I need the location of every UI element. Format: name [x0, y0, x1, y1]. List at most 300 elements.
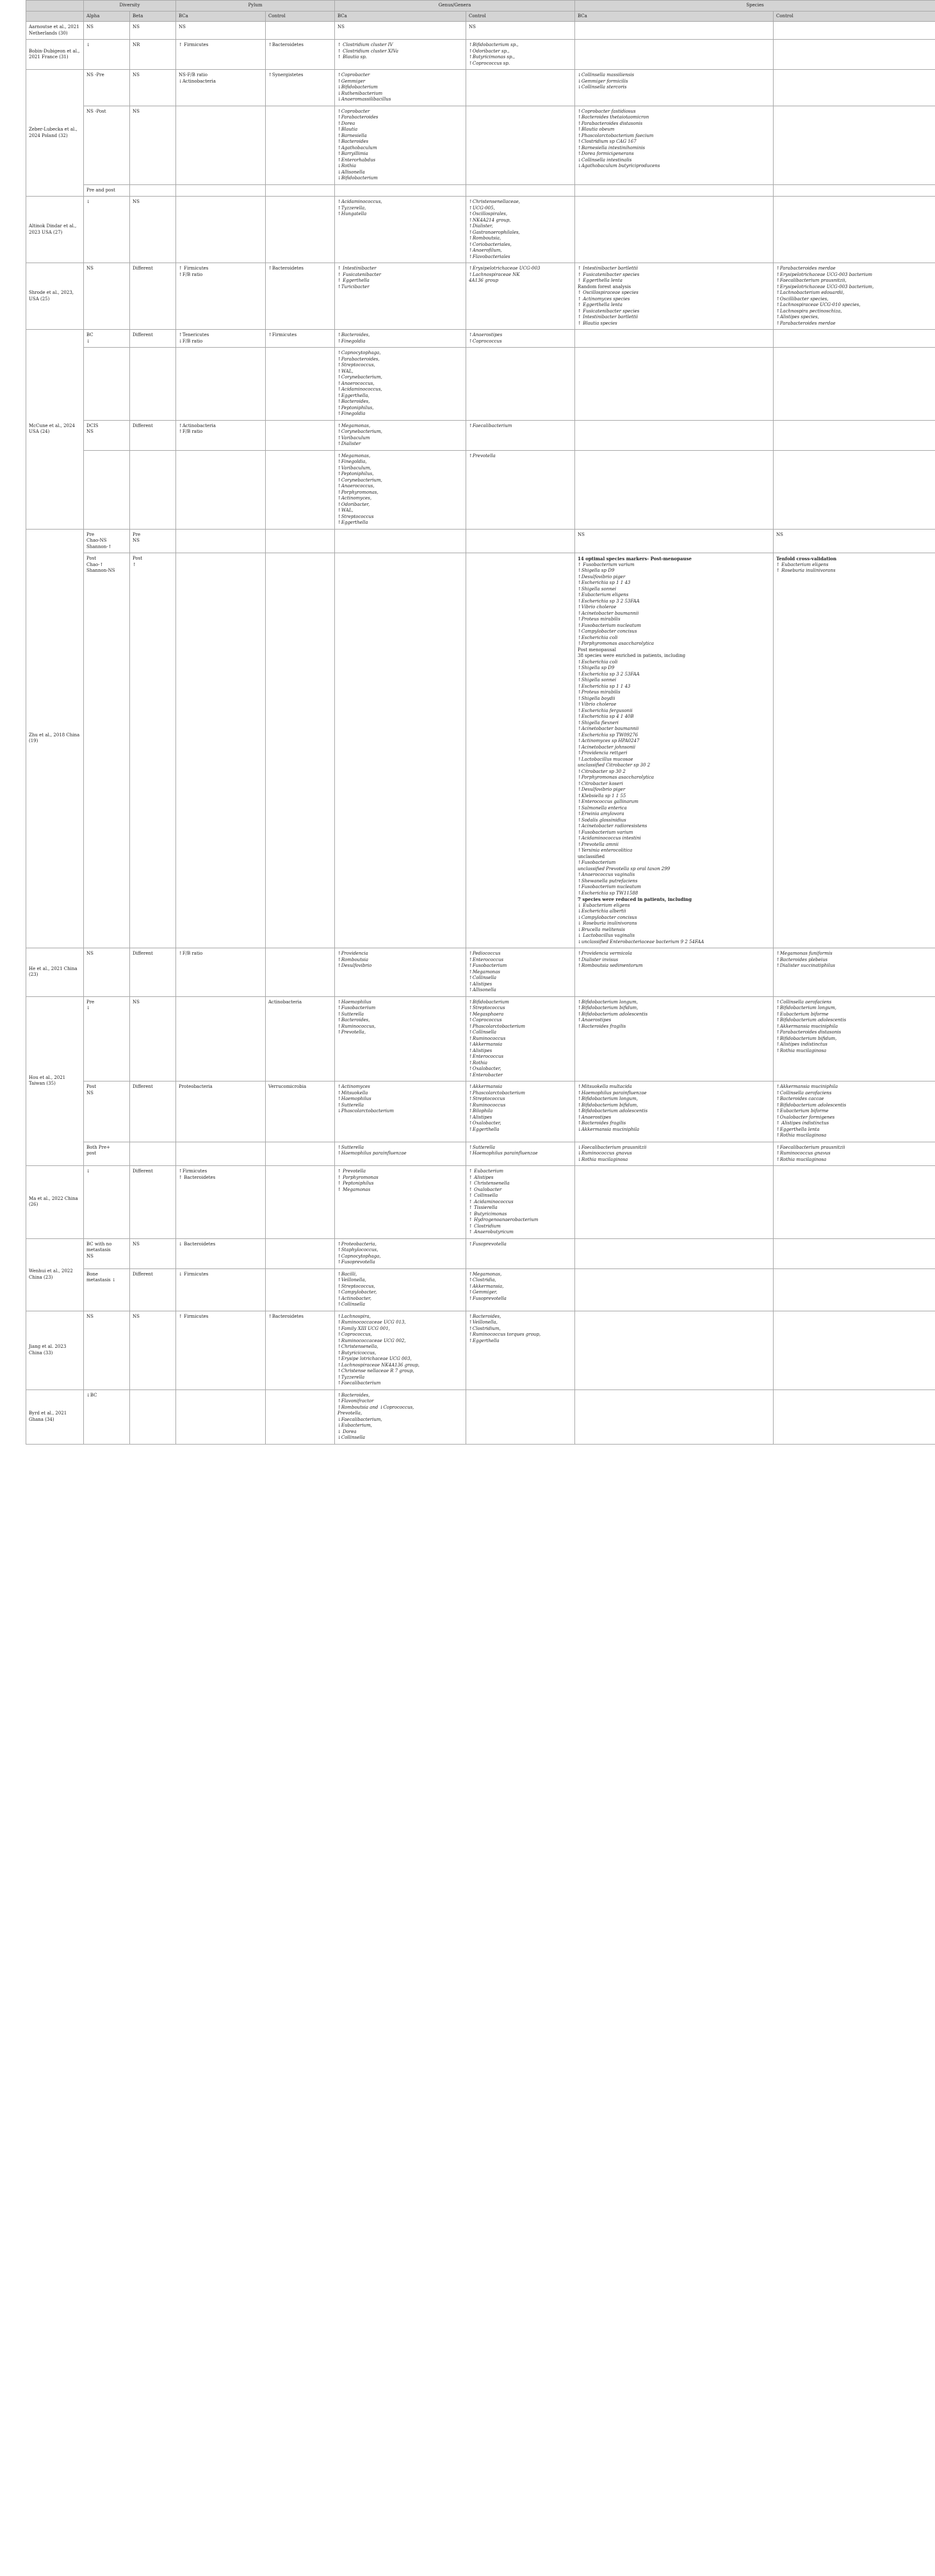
cell-genus-ctrl — [466, 948, 575, 997]
cell-phylum-bca — [176, 996, 266, 1081]
cell-species-ctrl — [774, 40, 935, 70]
cell-line: ↑Christense nellaceae R 7 group, — [337, 1368, 414, 1373]
cell-beta — [130, 1166, 176, 1239]
cell-genus-bca — [335, 1311, 466, 1389]
cell-line: ↑Capnocytophaga, — [337, 350, 381, 355]
cell-species-bca — [575, 948, 774, 997]
cell-line: ↑Mitsuokella multacida — [578, 1084, 632, 1089]
table-row — [26, 1081, 935, 1142]
cell-line: NS — [86, 24, 94, 29]
cell-line: ↑Fusobacterium nucleatum — [578, 884, 641, 889]
subheader-phylum-bca: BCa — [176, 11, 266, 22]
cell-line: ↑Capnocytophaga, — [337, 1253, 381, 1259]
cell-line: 4A136 group — [469, 278, 499, 283]
cell-alpha — [84, 948, 130, 997]
cell-line: ↑Blautia obeum — [578, 127, 615, 132]
cell-line: ↑Coprobacter — [337, 72, 370, 77]
cell-species-bca — [575, 348, 774, 421]
cell-line: ↑Lachnospiraceae NK — [469, 271, 520, 277]
cell-line: ↓Allisonella — [337, 169, 365, 175]
cell-line: ↓Brucella melitensis — [578, 927, 625, 932]
cell-line: ↑Bifidobacterium bifidum, — [578, 1005, 638, 1010]
cell-line: Bone — [86, 1271, 99, 1277]
cell-line: ↑Parabacteroides distasonis — [578, 120, 643, 126]
cell-genus-ctrl — [466, 40, 575, 70]
cell-line: ↑ Peptoniphilus — [337, 1181, 374, 1186]
cell-species-ctrl — [774, 1142, 935, 1166]
cell-line: ↑ Tissierella — [469, 1205, 498, 1210]
cell-beta — [130, 420, 176, 450]
cell-beta — [130, 450, 176, 529]
cell-line: ↓Ruthenibacterium — [337, 90, 383, 96]
cell-genus-bca — [335, 1142, 466, 1166]
cell-phylum-bca — [176, 40, 266, 70]
cell-line: ↑Blautia — [337, 127, 358, 132]
cell-line: ↑Bacteroides fragilis — [578, 1023, 626, 1029]
cell-line: ↑Odoribacter, — [337, 501, 370, 507]
cell-line: ↑Escherichia sp 3 2 53FAA — [578, 671, 640, 677]
cell-phylum-ctrl — [266, 348, 335, 421]
cell-line: ↑ Intestinibacter bartlettii — [578, 266, 638, 271]
cell-line: ↑Proteobacteria, — [337, 1241, 377, 1247]
cell-line: ↑Erysipelotrichaceae UCG-003 bacterium — [776, 271, 872, 277]
cell-genus-ctrl — [466, 106, 575, 184]
cell-line: ↑Akkermansia, — [469, 1283, 504, 1289]
cell-line: ↑ Roseburia inulinivorans — [776, 568, 836, 573]
cell-line: ↑Akkermansia muciniphila — [776, 1023, 838, 1029]
cell-phylum-bca — [176, 1142, 266, 1166]
cell-line: ↑Dorea — [337, 120, 355, 126]
cell-line: ↑ Firmicutes — [179, 42, 209, 47]
cell-line: ↑Eggerthella — [469, 1338, 500, 1343]
cell-line: ↑F/B ratio — [179, 429, 203, 434]
cell-species-bca — [575, 330, 774, 348]
table-row — [26, 330, 935, 348]
cell-line: ↑Vibrio cholerae — [578, 604, 617, 610]
table-wrapper — [26, 0, 935, 1445]
study-cell: Aarnoutse et al., 2021 Netherlands (30) — [26, 22, 84, 40]
cell-line: ↑Escherichia sp 3 2 53FAA — [578, 598, 640, 604]
cell-line: ↑Haemophilus — [337, 1096, 371, 1101]
cell-line: NS — [776, 531, 783, 537]
cell-alpha — [84, 1389, 130, 1444]
cell-genus-bca — [335, 348, 466, 421]
cell-line: ↑Anaerococcus vaginalis — [578, 872, 635, 877]
cell-line: ↑Lachnospiraceae NK4A136 group, — [337, 1362, 419, 1368]
cell-line: ↑Firmicutes — [179, 1169, 207, 1174]
cell-line: ↑ Firmicutes — [179, 1313, 209, 1319]
cell-line: ↑Rothia — [469, 1060, 488, 1065]
cell-line: ↑Rothia mucilaginosa — [776, 1133, 827, 1138]
cell-line: ↑ — [133, 562, 136, 567]
cell-line: Different — [133, 951, 153, 956]
cell-line: NS — [133, 199, 140, 204]
cell-line: Post menopausal — [578, 647, 616, 652]
cell-line: ↑Clostridium, — [469, 1325, 501, 1331]
cell-line: ↑Dorea formicigenerans — [578, 151, 634, 156]
cell-line: ↑Coprococcus — [469, 338, 502, 344]
cell-line: ↑Eubacterium biforme — [776, 1108, 829, 1114]
cell-genus-bca — [335, 22, 466, 40]
header-diversity: Diversity — [84, 1, 176, 12]
cell-beta — [130, 948, 176, 997]
cell-line: ↑Erysipe lotrichaceae UCG 003, — [337, 1356, 412, 1361]
study-cell: Altinok Dindar et al., 2023 USA (27) — [26, 197, 84, 263]
cell-line: ↑Bacteroidetes — [268, 1313, 304, 1319]
table-row — [26, 948, 935, 997]
cell-species-bca — [575, 1268, 774, 1311]
cell-line: ↓Faecalibacterium, — [337, 1416, 382, 1422]
cell-line: ↓BC — [86, 1392, 97, 1398]
cell-line: ↑Clostridia, — [469, 1277, 496, 1283]
cell-line: ↑Romboutsia sedimentorum — [578, 963, 643, 968]
cell-beta — [130, 263, 176, 330]
cell-line: ↑Porphyromonas asaccharolytica — [578, 641, 654, 646]
cell-line: 7 species were reduced in patients, including — [578, 896, 692, 902]
cell-line: ↑Providencia rettgeri — [578, 750, 628, 756]
cell-line: ↑Bacteroides, — [337, 1392, 370, 1398]
study-cell: Ma et al., 2022 China (26) — [26, 1166, 84, 1239]
cell-line: Tenfold cross-validation — [776, 556, 837, 562]
cell-line: ↑Haemophilus parainfluenzae — [469, 1151, 538, 1156]
subheader-genus-bca: BCa — [335, 11, 466, 22]
cell-line: ↑Collinsella — [469, 1030, 497, 1035]
cell-line: Different — [133, 1169, 153, 1174]
cell-species-bca — [575, 450, 774, 529]
cell-line: 38 species were enriched in patients, including — [578, 653, 686, 658]
cell-line: NS — [133, 1241, 140, 1247]
cell-line: ↓Eubacterium, — [337, 1423, 372, 1428]
cell-line: ↑Alistipes indistinctus — [776, 1042, 827, 1047]
cell-line: NS — [133, 999, 140, 1005]
cell-beta — [130, 1081, 176, 1142]
subheader-genus-control: Control — [466, 11, 575, 22]
cell-line: Pre — [86, 999, 95, 1005]
cell-genus-ctrl — [466, 348, 575, 421]
cell-line: ↑Megamonas, — [337, 453, 371, 458]
cell-line: ↑Bilophila — [469, 1108, 493, 1114]
cell-phylum-ctrl — [266, 263, 335, 330]
cell-line: ↑Varibaculum — [337, 435, 370, 441]
cell-genus-bca — [335, 1166, 466, 1239]
table-row — [26, 197, 935, 263]
cell-line: NS — [86, 1313, 94, 1319]
cell-line: ↑Collinsella aerofaciens — [776, 1090, 832, 1096]
cell-line: ↑Eubacterium biforme — [776, 1011, 829, 1017]
cell-line: ↑Haemophilus — [337, 999, 371, 1005]
cell-phylum-bca — [176, 1268, 266, 1311]
cell-line: ↑Escherichia fergusonii — [578, 708, 633, 713]
cell-phylum-ctrl — [266, 70, 335, 106]
cell-line: ↑ Porphyromonas — [337, 1174, 378, 1180]
cell-line: ↑Desulfovibrio piger — [578, 574, 626, 579]
cell-line: ↑Lachnospira, — [337, 1313, 371, 1319]
cell-line: ↓Escherichia albertii — [578, 909, 626, 914]
cell-line: metastasis — [86, 1247, 111, 1252]
cell-line: ↑Ruminococcus torques group, — [469, 1332, 541, 1337]
cell-line: ↑F/B ratio — [179, 951, 203, 956]
cell-genus-ctrl — [466, 1311, 575, 1389]
cell-line: ↑Proteus mirabilis — [578, 690, 621, 695]
cell-line: ↓Akkermansia muciniphila — [578, 1126, 640, 1132]
cell-genus-ctrl — [466, 1389, 575, 1444]
cell-line: ↑Prevotella amnii — [578, 841, 619, 847]
cell-species-bca — [575, 553, 774, 948]
cell-line: ↑Lachnospira pectinoschiza, — [776, 308, 842, 314]
cell-line: ↑ Collinsella — [469, 1193, 498, 1198]
cell-line: Proteobacteria — [179, 1084, 213, 1089]
cell-line: ↓ — [86, 199, 90, 204]
cell-line: ↑Prevotella, — [337, 1030, 366, 1035]
cell-line: ↑Pediococcus — [469, 951, 501, 956]
cell-alpha — [84, 197, 130, 263]
cell-line: ↑Coprobacter fastidiosus — [578, 108, 636, 114]
cell-beta — [130, 1268, 176, 1311]
cell-line: ↓ Lactobacillus vaginalis — [578, 933, 635, 938]
cell-line: ↑Escherichia sp 1 1 43 — [578, 683, 631, 689]
cell-phylum-ctrl — [266, 1238, 335, 1268]
cell-phylum-ctrl — [266, 22, 335, 40]
cell-line: ↑Faecalibacterium — [469, 423, 512, 428]
cell-line: ↑Sodalis glossinidius — [578, 817, 626, 823]
cell-line: ↑Bifidobacterium longum, — [578, 1096, 638, 1101]
cell-line: ↑Erwinia amylovora — [578, 811, 624, 816]
cell-phylum-bca — [176, 330, 266, 348]
header-genus: Genus/Genera — [335, 1, 575, 12]
table-row — [26, 1389, 935, 1444]
cell-line: ↑Tyzzerella — [337, 1374, 365, 1380]
cell-genus-ctrl — [466, 1238, 575, 1268]
cell-line: NS — [133, 538, 140, 543]
table-row — [26, 450, 935, 529]
cell-line: ↑Oxalobacter, — [469, 1066, 501, 1071]
cell-line: ↑Ruminococcaceae UCG 013, — [337, 1320, 406, 1325]
cell-line: ↑ Eggerthella lenta — [578, 278, 622, 283]
cell-species-bca — [575, 22, 774, 40]
table-body — [26, 22, 935, 1445]
cell-phylum-ctrl — [266, 996, 335, 1081]
cell-line: ↑Shigella sonnei — [578, 586, 617, 592]
cell-line: ↑Ruminococcus, — [337, 1023, 376, 1029]
cell-beta — [130, 330, 176, 348]
cell-line: ↑WAL, — [337, 368, 354, 374]
cell-genus-ctrl — [466, 420, 575, 450]
cell-species-ctrl — [774, 529, 935, 553]
cell-genus-bca — [335, 553, 466, 948]
cell-line: ↑Megamonas — [469, 969, 500, 975]
cell-line: ↑Eggerthella — [469, 1126, 500, 1132]
cell-line: ↑Yersinia enterocolitica — [578, 848, 633, 853]
cell-line: ↑Acinetobacter baumannii — [578, 610, 639, 616]
cell-line: ↑Bacilli, — [337, 1271, 357, 1277]
cell-line: ↑Parabacteroides, — [337, 356, 380, 362]
cell-line: ↑Acidaminococcus, — [337, 387, 382, 392]
cell-species-ctrl — [774, 184, 935, 197]
study-cell: Zeber-Lubecka et al., 2024 Poland (32) — [26, 70, 84, 197]
cell-line: ↑Anaerococcus, — [337, 380, 375, 386]
cell-line: NS — [86, 266, 94, 271]
cell-line: ↑Hungatella — [337, 211, 367, 216]
cell-alpha — [84, 348, 130, 421]
cell-line: ↑Anaerostipes — [578, 1017, 612, 1023]
cell-alpha — [84, 22, 130, 40]
cell-line: ↑Bacteroides — [337, 139, 369, 144]
cell-line: ↑Fusobacterium — [337, 1005, 376, 1010]
cell-line: ↑Acinetobacter johnsonii — [578, 744, 636, 750]
cell-line: 14 optimal species markers- Post-menopause — [578, 556, 692, 562]
cell-line: ↑Faecalibacterium — [337, 1381, 381, 1386]
cell-line: ↑Bifidobacterium adolescentis — [776, 1102, 847, 1108]
cell-line: ↑Varibaculum, — [337, 465, 371, 471]
subheader-species-bca: BCa — [575, 11, 774, 22]
cell-line: ↑Barnesiella intestinihominis — [578, 145, 646, 150]
cell-line: ↑Bifidobacterium sp., — [469, 42, 519, 47]
cell-line: ↓Bifidobacterium — [337, 85, 378, 90]
cell-phylum-ctrl — [266, 948, 335, 997]
cell-line: ↑Eggerthella lenta — [776, 1126, 820, 1132]
cell-phylum-ctrl — [266, 184, 335, 197]
cell-phylum-bca — [176, 553, 266, 948]
cell-line: ↑Megasphaera — [469, 1011, 504, 1017]
cell-species-bca — [575, 996, 774, 1081]
cell-species-ctrl — [774, 948, 935, 997]
cell-genus-bca — [335, 70, 466, 106]
cell-alpha — [84, 330, 130, 348]
cell-line: ↓ — [86, 1005, 90, 1010]
cell-phylum-bca — [176, 1311, 266, 1389]
cell-line: ↑ Hydrogenoanaerobacterium — [469, 1217, 539, 1222]
cell-line: ↑Acinetobacter radioresistens — [578, 823, 647, 829]
subheader-blank — [26, 11, 84, 22]
cell-line: Different — [133, 332, 153, 337]
cell-phylum-bca — [176, 1389, 266, 1444]
cell-line: ↓F/B ratio — [179, 338, 203, 344]
cell-line: ↑Gemmiger — [337, 78, 366, 84]
cell-line: ↑Citrobacter sp 30 2 — [578, 768, 626, 774]
cell-species-ctrl — [774, 420, 935, 450]
cell-line: ↑Proteus mirabilis — [578, 617, 621, 622]
cell-line: ↑Actinomyces, — [337, 496, 372, 501]
cell-line: ↑Shewanella putrefaciens — [578, 878, 638, 884]
cell-line: ↑Shigella boydii — [578, 695, 615, 701]
cell-line: Actinobacteria — [268, 999, 302, 1005]
cell-line: ↑ Eubacterium eligens — [776, 562, 829, 567]
cell-line: ↑ Blautia species — [578, 320, 617, 326]
cell-line: ↑Acidaminococcus intestini — [578, 836, 641, 841]
cell-genus-bca — [335, 106, 466, 184]
cell-species-ctrl — [774, 1311, 935, 1389]
cell-line: ↑Oscillospirales, — [469, 211, 508, 216]
cell-line: ↑Coriobacteriales, — [469, 241, 512, 247]
cell-line: BC — [86, 332, 94, 337]
cell-phylum-ctrl — [266, 420, 335, 450]
cell-line: ↑Finegoldia — [337, 411, 366, 416]
cell-line: ↑Streptococcus, — [337, 362, 375, 368]
cell-line: ↑Staphylococcus, — [337, 1247, 378, 1252]
cell-phylum-ctrl — [266, 1142, 335, 1166]
cell-genus-ctrl — [466, 529, 575, 553]
cell-line: ↑Bacteroides fragilis — [578, 1121, 626, 1126]
cell-line: ↓ Bacteroidetes — [179, 1241, 216, 1247]
cell-line: ↑Alistipes species, — [776, 314, 819, 320]
header-species: Species — [575, 1, 935, 12]
cell-line: ↓Collinsella — [337, 1435, 366, 1440]
cell-line: ↑Porphyromonas, — [337, 489, 378, 495]
cell-beta — [130, 348, 176, 421]
cell-line: ↓Gemmiger formicilis — [578, 78, 628, 84]
cell-line: ↑Synergistetes — [268, 72, 304, 77]
cell-line: ↑Odoribacter sp., — [469, 48, 510, 54]
cell-line: ↑Phascolarctobacterium faecium — [578, 133, 654, 138]
cell-genus-ctrl — [466, 450, 575, 529]
cell-line: ↑Collinsella — [469, 975, 497, 980]
cell-line: ↑Allisonella — [469, 987, 496, 992]
cell-species-ctrl — [774, 348, 935, 421]
cell-phylum-bca — [176, 529, 266, 553]
cell-phylum-ctrl — [266, 40, 335, 70]
table-row — [26, 1311, 935, 1389]
cell-species-ctrl — [774, 22, 935, 40]
study-cell: He et al., 2021 China (23) — [26, 948, 84, 997]
cell-line: ↑Lachnobacterium edouardii, — [776, 290, 845, 295]
cell-line: ↑Bifidobacterium longum, — [578, 999, 638, 1005]
table-row — [26, 40, 935, 70]
cell-line: ↑Coprococcus, — [337, 1332, 372, 1337]
cell-line: ↑Fusobacterium — [578, 860, 616, 865]
cell-line: ↑Gemmiger, — [469, 1290, 498, 1295]
cell-line: ↑Bacteroides, — [337, 399, 370, 404]
cell-beta — [130, 1142, 176, 1166]
cell-line: ↑Clostridium sp CAG 167 — [578, 139, 637, 144]
cell-beta — [130, 996, 176, 1081]
study-cell: Shrode et al., 2023, USA (25) — [26, 263, 84, 330]
cell-line: NS — [179, 24, 186, 29]
cell-genus-ctrl — [466, 22, 575, 40]
cell-line: ↑Prevotella — [469, 453, 496, 458]
cell-species-bca — [575, 420, 774, 450]
cell-line: ↓Rothia mucilaginosa — [578, 1156, 628, 1162]
cell-line: ↑Bifidobacterium adolescentis — [578, 1011, 648, 1017]
cell-line: ↑Megamonas funiformis — [776, 951, 833, 956]
cell-line: ↑Actinobacteria — [179, 423, 216, 428]
cell-phylum-ctrl — [266, 450, 335, 529]
cell-species-bca — [575, 1166, 774, 1239]
cell-line: ↑Shigella sp D9 — [578, 568, 615, 573]
cell-genus-ctrl — [466, 1268, 575, 1311]
cell-line: ↓Agathobaculum butyriciproducens — [578, 163, 660, 168]
cell-line: ↑Ruminococcus — [469, 1035, 506, 1041]
cell-line: NS -Pre — [86, 72, 104, 77]
cell-line: ↑Enterococcus — [469, 957, 504, 962]
cell-line: ↑Bacteroides caccae — [776, 1096, 824, 1101]
study-cell: Wenhui et al., 2022 China (23) — [26, 1238, 84, 1311]
cell-beta — [130, 1238, 176, 1268]
cell-line: ↑ Eggerthella — [337, 278, 370, 283]
cell-line: ↑Romboutsia, — [469, 236, 501, 241]
cell-line: ↑Dialister invisus — [578, 957, 619, 962]
cell-line: Post — [133, 556, 143, 561]
cell-line: ↑ Intestinibacter — [337, 266, 377, 271]
cell-phylum-ctrl — [266, 197, 335, 263]
cell-alpha — [84, 106, 130, 184]
cell-line: ↑Erysipelotrichaceae UCG-003 — [469, 266, 541, 271]
table-row — [26, 529, 935, 553]
cell-line: ↑Romboutsia — [337, 957, 369, 962]
cell-line: Shannon-NS — [86, 568, 115, 573]
cell-line: ↑Faecalibacterium prausnitzii, — [776, 278, 847, 283]
cell-species-bca — [575, 106, 774, 184]
cell-line: NS — [133, 1313, 140, 1319]
